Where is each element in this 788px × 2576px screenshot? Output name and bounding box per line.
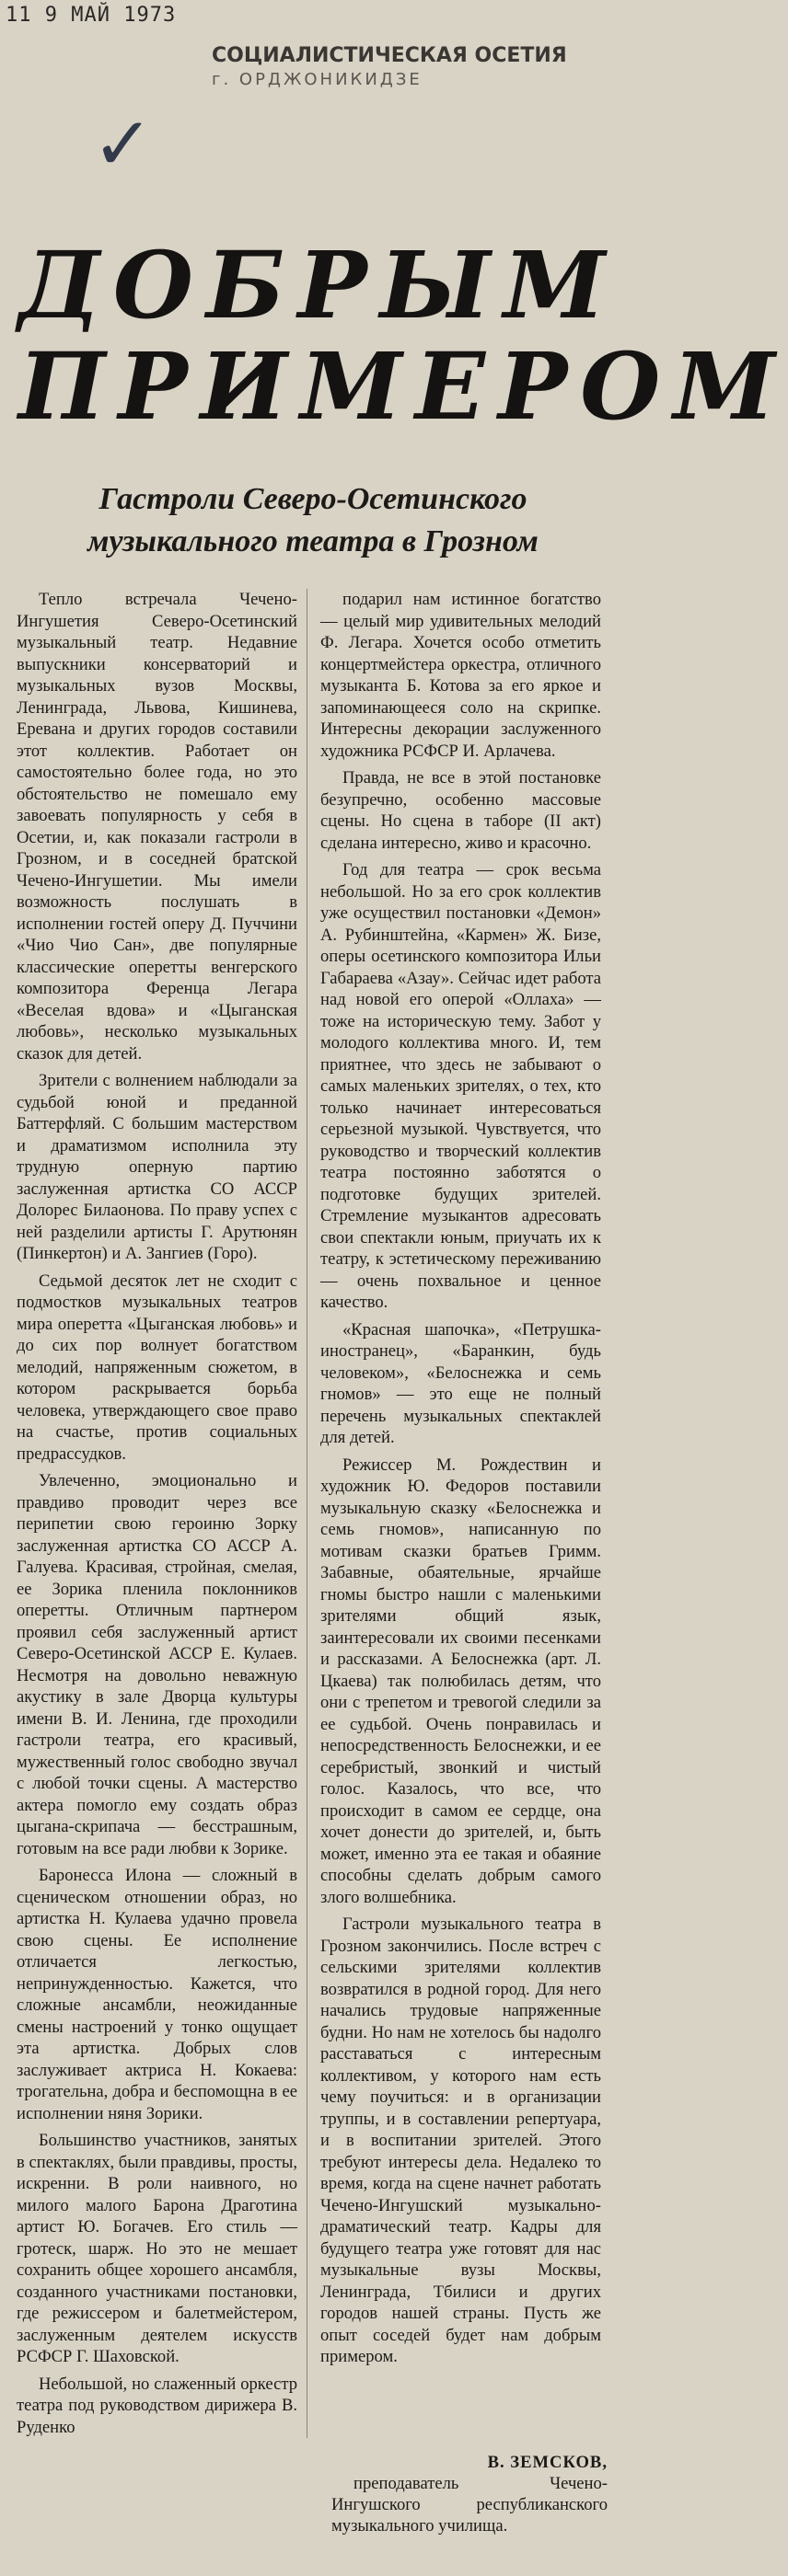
handwritten-checkmark-icon: ✓ xyxy=(92,101,155,187)
article-paragraph: подарил нам истинное богатство — целый мир удивительных мелодий Ф. Легара. Хочется особо отметить концертмейстера оркестра, отличного музыканта Б. Котова за его яркое и запоминающееся соло на скрипке. Интересны декорации заслуженного художника РСФСР И. Арлачева. xyxy=(320,590,601,761)
article-paragraph: Баронесса Илона — сложный в сценическом отношении образ, но артистка Н. Кулаева удачно провела свою сцены. Ее исполнение отличается легкостью, непринужденностью. Кажется, что сложные ансамбли, неожиданные смены настроений у тонко ощущает эта артистка. Добрых слов заслуживает актриса Н. Кокаева: трогательна, добра и беспомощна в ее исполнении няня Зорики. xyxy=(17,1866,297,2123)
newspaper-source-stamp xyxy=(212,44,598,92)
newspaper-name: СОЦИАЛИСТИЧЕСКАЯ ОСЕТИЯ xyxy=(212,44,567,67)
article-paragraph: Тепло встречала Чечено-Ингушетия Северо-Осетинский музыкальный театр. Недавние выпускники консерваторий и музыкальных вузов Москвы, Ленинграда, Львова, Кишинева, Еревана и других городов составили этот коллектив. Работает он самостоятельно более года, но это обстоятельство не помешало ему завоевать популярность у себя в Осетии, и, как показали гастроли в Грозном, и в соседней братской Чечено-Ингушетии. Мы имели возможность послушать в исполнении гостей оперу Д. Пуччини «Чио Чио Сан», две популярные классические оперетты венгерского композитора Ференца Легара «Веселая вдова» и «Цыганская любовь», несколько музыкальных сказок для детей. xyxy=(17,590,297,1064)
article-paragraph: Правда, не все в этой постановке безупречно, особенно массовые сцены. Но сцена в таборе (II акт) сделана интересно, живо и красочно. xyxy=(320,768,601,853)
article-paragraph: Год для театра — срок весьма небольшой. Но за его срок коллектив уже осуществил постановки «Демон» А. Рубинштейна, «Кармен» Ж. Бизе, оперы осетинского композитора Ильи Габараева «Азау». Сейчас идет работа над новой его оперой «Оллаха» — тоже на историческую тему. Забот у молодого коллектива много. И, тем приятнее, что здесь не забывают о самых маленьких зрителях, о тех, кто только начинает интересоваться серьезной музыкой. Чувствуется, что руководство и творческий коллектив театра постоянно заботятся о подготовке будущих зрителей. Стремление музыкантов адресовать свои спектакли юным, приучать их к театру, к эстетическому переживанию — очень похвальное и ценное качество. xyxy=(320,860,601,1312)
newspaper-city: г. ОРДЖОНИКИДЗЕ xyxy=(212,70,423,89)
article-paragraph: Увлеченно, эмоционально и правдиво проводит через все перипетии свою героиню Зорку заслуженная артистка СО АССР А. Галуева. Красивая, стройная, смелая, ее Зорика пленила поклонников оперетты. Отличным партнером проявил себя заслуженный артист Северо-Осетинской АССР Е. Кулаев. Несмотря на довольно неважную акустику в зале Дворца культуры имени В. И. Ленина, где проходили гастроли театра, его красивый, мужественный голос свободно звучал с любой точки сцены. А мастерство актера помогло ему создать образ цыгана-скрипача — бесстрашным, готовым на все ради любви к Зорике. xyxy=(17,1471,297,1858)
article-column-left xyxy=(17,589,297,2438)
author-role: преподаватель Чечено-Ингушского республиканского музыкального училища. xyxy=(331,2474,608,2536)
article-headline: ДОБРЫМ ПРИМЕРОМ xyxy=(18,231,788,441)
article-signature xyxy=(331,2452,608,2536)
article-column-right xyxy=(320,589,601,2368)
article-paragraph: Режиссер М. Рождествин и художник Ю. Федоров поставили музыкальную сказку «Белоснежка и семь гномов», написанную по мотивам сказки братьев Гримм. Забавные, обаятельные, ярчайше гномы быстро нашли с маленькими зрителями общий язык, заинтересовали их своими песенками и рассказами. А Белоснежка (арт. Л. Цкаева) так полюбилась детям, что они с трепетом и тревогой следили за ее судьбой. Очень понравилась и непосредственность Белоснежки, и ее серебристый, звонкий и чистый голос. Казалось, что все, что происходит в самом ее сердце, она хочет донести до зрителей, и, быть может, именно эта ее такая и обаяние способны сделать добрым самого злого волшебника. xyxy=(320,1455,601,1907)
article-paragraph: Небольшой, но слаженный оркестр театра под руководством дирижера В. Руденко xyxy=(17,2374,297,2437)
date-stamp: 11 9 МАЙ 1973 xyxy=(6,4,177,27)
article-paragraph: Гастроли музыкального театра в Грозном закончились. После встреч с сельскими зрителями коллектив возвратился в родной город. Для него начались трудовые напряженные будни. Но нам не хотелось бы надолго расставаться с интересным коллективом, у которого нам есть чему поучиться: и в организации труппы, и в составлении репертуара, и в воспитании зрителей. Этого требуют интересы дела. Недалеко то время, когда на сцене начнет работать Чечено-Ингушский музыкально-драматический театр. Кадры для будущего театра уже готовят для нас музыкальные вузы Москвы, Ленинграда, Тбилиси и других городов нашей страны. Пусть же опыт соседей будет нам добрым примером. xyxy=(320,1915,601,2366)
article-paragraph: Седьмой десяток лет не сходит с подмостков музыкальных театров мира оперетта «Цыганская любовь» и до сих пор волнует богатством мелодий, напряженным сюжетом, в котором раскрывается борьба человека, утверждающего свое право на счастье, против социальных предрассудков. xyxy=(17,1271,297,1464)
article-paragraph: Зрители с волнением наблюдали за судьбой юной и преданной Баттерфляй. С большим мастерством и драматизмом исполнила эту трудную оперную партию заслуженная артистка СО АССР Долорес Билаонова. По праву успех с ней разделили артисты Г. Арутюнян (Пинкертон) и А. Зангиев (Горо). xyxy=(17,1071,297,1263)
article-paragraph: «Красная шапочка», «Петрушка-иностранец», «Баранкин, будь человеком», «Белоснежка и семь гномов» — это еще не полный перечень музыкальных спектаклей для детей. xyxy=(320,1319,601,1447)
author-name: В. ЗЕМСКОВ, xyxy=(487,2453,608,2472)
article-subheadline: Гастроли Северо-Осетинского музыкального театра в Грозном xyxy=(87,482,539,558)
article-paragraph: Большинство участников, занятых в спектаклях, были правдивы, просты, искренни. В роли наивного, но милого малого Барона Драготина артист Ю. Богачев. Его стиль — гротеск, шарж. Но это не мешает сохранить общее хорошего ансамбля, созданного участниками постановки, где режиссером и балетмейстером, заслуженным деятелем искусств РСФСР Г. Шаховской. xyxy=(17,2131,297,2366)
